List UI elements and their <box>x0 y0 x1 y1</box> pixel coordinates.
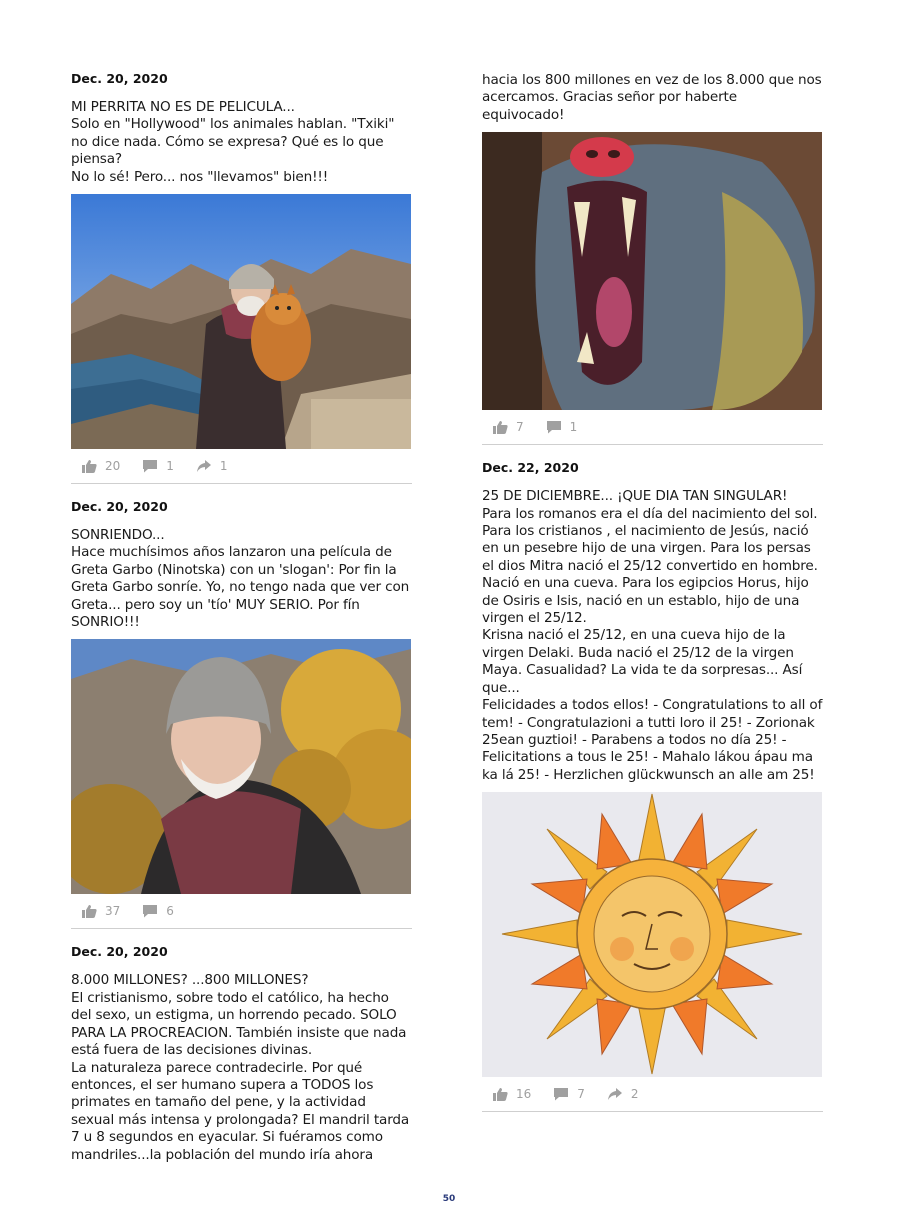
share-arrow-icon <box>196 459 212 473</box>
like-count: 7 <box>516 420 524 435</box>
like-button[interactable] <box>81 459 120 473</box>
left-column <box>71 70 412 1164</box>
post-text-line: Solo en "Hollywood" los animales hablan. "Txiki" no dice nada. Cómo se expresa? Qué es lo que piensa? <box>71 116 395 168</box>
like-button[interactable] <box>81 904 120 918</box>
share-count: 1 <box>219 459 228 474</box>
like-button[interactable] <box>492 420 524 434</box>
post-text <box>482 488 823 784</box>
thumbs-up-icon <box>81 904 97 918</box>
share-button[interactable] <box>196 459 228 473</box>
comment-count: 7 <box>577 1087 585 1102</box>
post-millones <box>71 943 412 1163</box>
photo-sun-drawing[interactable] <box>482 792 822 1077</box>
comment-bubble-icon <box>553 1087 569 1101</box>
share-button[interactable] <box>607 1087 639 1101</box>
thumbs-up-icon <box>492 1087 508 1101</box>
post-text-line: MI PERRITA NO ES DE PELICULA... <box>71 99 295 115</box>
post-text-line: Hace muchísimos años lanzaron una película de Greta Garbo (Ninotska) con un 'slogan': Por fin la Greta Garbo sonríe. Yo, no tengo nada que ver con Greta... pero soy un 'tío' MUY SERIO. Por fín SONRIO!!! <box>71 544 410 631</box>
post-perrita <box>71 70 412 484</box>
post-date: Dec. 20, 2020 <box>71 71 168 86</box>
post-text-line: 25 DE DICIEMBRE... ¡QUE DIA TAN SINGULAR! <box>482 488 788 505</box>
photo-sun-drawing-image <box>482 792 822 1077</box>
thumbs-up-icon <box>492 420 508 434</box>
like-button[interactable] <box>492 1087 531 1101</box>
post-date: Dec. 22, 2020 <box>482 460 579 476</box>
share-count: 2 <box>630 1087 639 1102</box>
right-column <box>482 72 823 1126</box>
post-stats <box>482 1077 823 1112</box>
share-arrow-icon <box>607 1087 623 1101</box>
post-text-line: Krisna nació el 25/12, en una cueva hijo de la virgen Delaki. Buda nació el 25/12 de la virgen Maya. Casualidad? La vida te da sorpresas... Así que... <box>482 627 803 696</box>
post-stats <box>71 449 412 484</box>
post-text-line: hacia los 800 millones en vez de los 8.000 que nos acercamos. Gracias señor por haberte equivocado! <box>482 72 822 123</box>
like-count: 20 <box>105 459 121 474</box>
post-text-line: Felicidades a todos ellos! - Congratulations to all of tem! - Congratulazioni a tutti loro il 25! - Zorionak 25ean guztioi! - Parabens a todos no día 25! - Felicitations a tous le 25! - Mahalo lákou ápau ma ka lá 25! - Herzlichen glückwunsch an alle am 25! <box>482 697 823 783</box>
post-date: Dec. 20, 2020 <box>71 944 168 960</box>
post-text-line: La naturaleza parece contradecirle. Por qué entonces, el ser humano supera a TODOS los primates en tamaño del pene, y la actividad sexual más intensa y prolongada? El mandril tarda 7 u 8 segundos en eyacular. Si fuéramos como mandriles...la población del mundo iría ahora <box>71 1059 410 1163</box>
comment-count: 6 <box>166 904 174 919</box>
comment-button[interactable] <box>142 904 174 918</box>
post-text-line: 8.000 MILLONES? ...800 MILLONES? <box>71 972 309 989</box>
comment-button[interactable] <box>546 420 578 434</box>
post-stats <box>482 410 823 445</box>
post-text <box>71 99 412 186</box>
comment-button[interactable] <box>142 459 174 473</box>
comment-button[interactable] <box>553 1087 585 1101</box>
post-text <box>71 527 412 631</box>
comment-count: 1 <box>569 420 578 435</box>
photo-man-with-dog[interactable] <box>71 194 411 449</box>
like-count: 16 <box>516 1087 532 1102</box>
photo-mandrill[interactable] <box>482 132 822 410</box>
post-date: Dec. 20, 2020 <box>71 499 168 515</box>
post-text <box>482 72 823 124</box>
comment-bubble-icon <box>142 904 158 918</box>
page-number: 50 <box>442 1194 456 1204</box>
post-stats <box>71 894 412 929</box>
post-text-line: SONRIENDO... <box>71 527 165 544</box>
comment-count: 1 <box>166 459 174 474</box>
post-text-line: Para los romanos era el día del nacimiento del sol. Para los cristianos , el nacimiento de Jesús, nació en un pesebre hijo de una virgen. Para los persas el dios Mitra nació el 25/12 convertido en hombre. Nació en una cueva. Para los egipcios Horus, hijo de Osiris e Isis, nació en un establo, hijo de una virgen el 25/12. <box>482 505 818 627</box>
post-millones-continued <box>482 72 823 445</box>
post-sonriendo <box>71 498 412 929</box>
comment-bubble-icon <box>142 459 158 473</box>
post-text-line: El cristianismo, sobre todo el católico, ha hecho del sexo, un estigma, un horrendo pecado. SOLO PARA LA PROCREACION. También insiste que nada está fuera de las decisiones divinas. <box>71 989 407 1059</box>
comment-bubble-icon <box>546 420 562 434</box>
post-25-diciembre <box>482 459 823 1112</box>
photo-smiling-man-image <box>71 639 411 894</box>
photo-mandrill-image <box>482 132 822 410</box>
thumbs-up-icon <box>81 459 97 473</box>
like-count: 37 <box>105 904 121 919</box>
post-text <box>71 972 412 1163</box>
photo-smiling-man[interactable] <box>71 639 411 894</box>
photo-man-with-dog-image <box>71 194 411 449</box>
post-text-line: No lo sé! Pero... nos "llevamos" bien!!! <box>71 168 328 185</box>
